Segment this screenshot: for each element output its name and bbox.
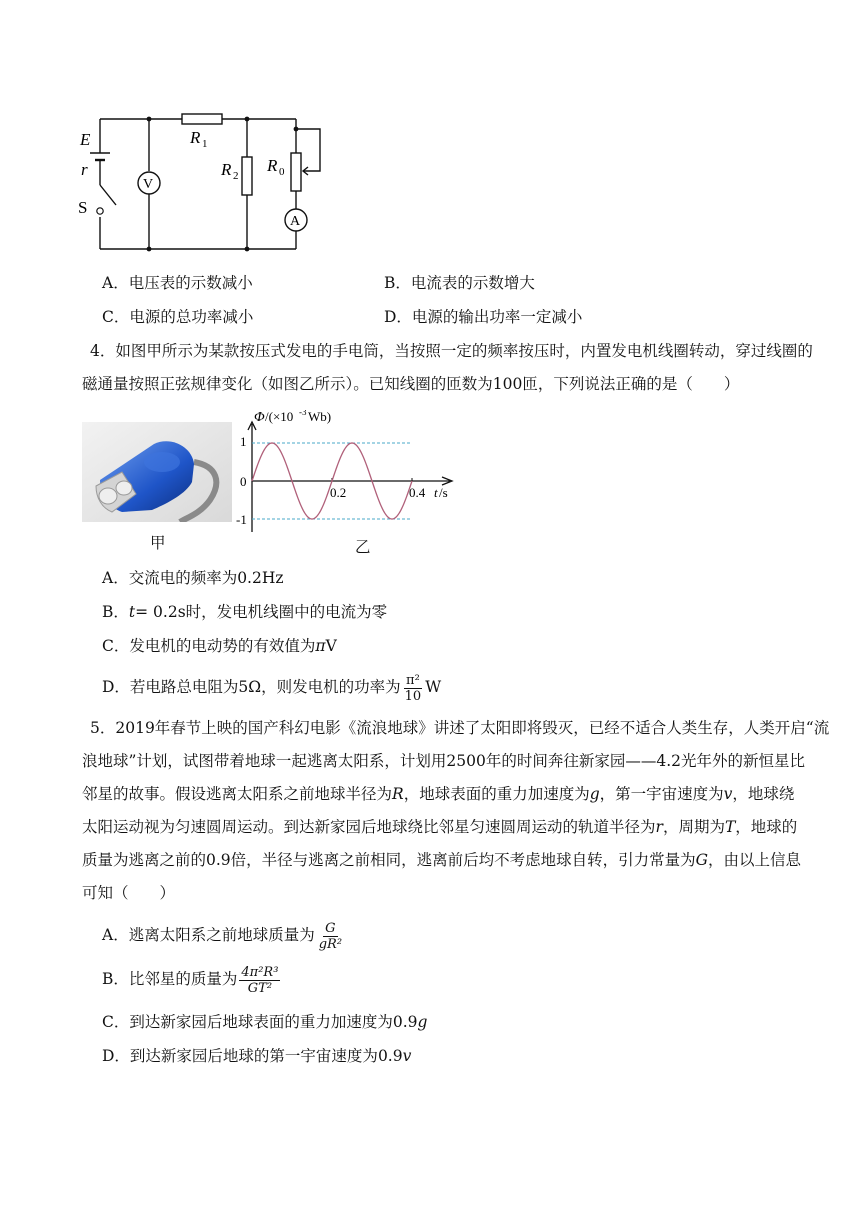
q5-option-b[interactable] bbox=[102, 962, 282, 996]
var-r: r bbox=[655, 818, 663, 836]
y-axis-unit: /(×10 bbox=[265, 410, 294, 424]
var-g: g bbox=[589, 785, 600, 803]
q5-option-b-fraction bbox=[239, 965, 280, 996]
q4-option-d[interactable] bbox=[102, 670, 441, 704]
q4-option-d-fraction bbox=[403, 673, 424, 704]
q5-line4-text-a: 太阳运动视为匀速圆周运动。到达新家园后地球绕比邻星匀速圆周运动的轨道半径为 bbox=[82, 818, 656, 836]
q3-option-c[interactable]: C．电源的总功率减小 bbox=[102, 308, 254, 326]
q4-option-d-unit: W bbox=[425, 678, 442, 696]
q5-line3 bbox=[82, 778, 794, 811]
figure-yi-label: 乙 bbox=[355, 538, 371, 556]
q5-option-d[interactable] bbox=[102, 1046, 411, 1066]
q5-line4-text-c: ，地球的 bbox=[735, 818, 798, 836]
var-G: G bbox=[695, 851, 709, 869]
y-axis-symbol: Φ bbox=[254, 410, 265, 425]
x-axis-unit: /s bbox=[439, 485, 448, 500]
voltmeter-label: V bbox=[143, 177, 154, 192]
q5-line3-text-a: 邻星的故事。假设逃离太阳系之前地球半径为 bbox=[82, 785, 393, 803]
y-axis-exponent: -3 bbox=[299, 410, 307, 417]
x-tick-0-4: 0.4 bbox=[409, 485, 426, 500]
label-R0: R bbox=[267, 156, 278, 175]
q5-option-d-text: D．到达新家园后地球的第一宇宙速度为 bbox=[102, 1047, 378, 1065]
q5-line5-text-b: ，由以上信息 bbox=[708, 851, 802, 869]
fraction-numerator: π² bbox=[406, 672, 420, 688]
q4-option-c-unit: V bbox=[325, 637, 337, 655]
label-R2: R bbox=[221, 160, 232, 179]
q3-option-b[interactable]: B．电流表的示数增大 bbox=[384, 274, 535, 292]
q5-option-d-value: 0.9 bbox=[377, 1047, 403, 1065]
q5-line4 bbox=[82, 811, 797, 844]
var-R: R bbox=[392, 785, 404, 803]
fraction-numerator: G bbox=[325, 920, 336, 936]
q4-stem-line1: 4．如图甲所示为某款按压式发电的手电筒，当按照一定的频率按压时，内置发电机线圈转动，穿过线圈的 bbox=[90, 342, 813, 360]
flux-sine-chart bbox=[228, 410, 478, 535]
var-T: T bbox=[724, 818, 736, 836]
y-tick-0: 0 bbox=[240, 474, 247, 489]
var-v: v bbox=[723, 785, 733, 803]
y-axis-unit-2: Wb) bbox=[308, 410, 332, 424]
q3-option-d[interactable]: D．电源的输出功率一定减小 bbox=[384, 308, 583, 326]
label-S: S bbox=[78, 198, 88, 217]
label-R2-sub: 2 bbox=[233, 170, 239, 182]
figure-jia-label: 甲 bbox=[150, 534, 166, 552]
q5-option-b-text: B．比邻星的质量为 bbox=[102, 970, 238, 988]
q4-option-b-prefix: B． bbox=[102, 603, 129, 621]
fraction-denominator: 10 bbox=[404, 688, 422, 704]
x-axis-label: t bbox=[434, 485, 438, 500]
q5-line2: 浪地球”计划，试图带着地球一起逃离太阳系，计划用2500年的时间奔往新家园——4.2光年外的新恒星比 bbox=[82, 752, 806, 770]
y-tick-1: 1 bbox=[240, 434, 247, 449]
q5-line5 bbox=[82, 844, 801, 877]
q3-option-a[interactable]: A．电压表的示数减小 bbox=[102, 274, 253, 292]
y-tick-neg1: -1 bbox=[236, 512, 247, 527]
q5-line6: 可知（ ） bbox=[82, 884, 176, 902]
label-E: E bbox=[80, 130, 91, 149]
q5-option-c-var: g bbox=[417, 1013, 428, 1031]
q5-line3-text-b: ，地球表面的重力加速度为 bbox=[403, 785, 590, 803]
fraction-numerator: 4π²R³ bbox=[241, 964, 279, 980]
q4-option-d-text: D．若电路总电阻为5Ω，则发电机的功率为 bbox=[102, 678, 401, 696]
q4-option-a[interactable]: A．交流电的频率为0.2Hz bbox=[102, 569, 284, 587]
q5-line3-text-c: ，第一宇宙速度为 bbox=[599, 785, 724, 803]
q5-option-a[interactable] bbox=[102, 918, 346, 952]
q5-option-d-var: v bbox=[402, 1047, 412, 1065]
q5-option-a-text: A．逃离太阳系之前地球质量为 bbox=[102, 926, 315, 944]
q4-option-b-text: = 0.2s时，发电机线圈中的电流为零 bbox=[135, 603, 388, 621]
circuit-diagram bbox=[70, 105, 340, 260]
q4-stem-line2: 磁通量按照正弦规律变化（如图乙所示）。已知线圈的匝数为100匝，下列说法正确的是（ ） bbox=[82, 375, 740, 393]
q5-line5-text-a: 质量为逃离之前的0.9倍，半径与逃离之前相同，逃离前后均不考虑地球自转，引力常量为 bbox=[82, 851, 696, 869]
q4-option-c-text: C．发电机的电动势的有效值为 bbox=[102, 637, 316, 655]
q5-option-c[interactable] bbox=[102, 1012, 427, 1032]
ammeter-label: A bbox=[290, 214, 301, 229]
q5-line1: 5．2019年春节上映的国产科幻电影《流浪地球》讲述了太阳即将毁灭，已经不适合人类生存，人类开启“流 bbox=[90, 719, 830, 737]
label-r: r bbox=[81, 160, 88, 179]
q5-option-c-value: 0.9 bbox=[392, 1013, 418, 1031]
q5-option-c-text: C．到达新家园后地球表面的重力加速度为 bbox=[102, 1013, 393, 1031]
flashlight-photo bbox=[82, 422, 232, 522]
q4-option-b[interactable] bbox=[102, 602, 387, 622]
q4-option-c-pi: π bbox=[315, 637, 326, 655]
label-R1-sub: 1 bbox=[202, 138, 208, 150]
q5-line3-text-d: ，地球绕 bbox=[732, 785, 795, 803]
fraction-denominator: GT² bbox=[247, 980, 273, 996]
x-tick-0-2: 0.2 bbox=[330, 485, 347, 500]
fraction-denominator: gR² bbox=[318, 936, 343, 952]
q5-option-a-fraction bbox=[317, 921, 344, 952]
label-R1: R bbox=[190, 128, 201, 147]
q4-option-c[interactable] bbox=[102, 636, 337, 656]
q5-line4-text-b: ，周期为 bbox=[662, 818, 725, 836]
q4-option-b-var: t bbox=[128, 603, 136, 621]
label-R0-sub: 0 bbox=[279, 166, 285, 178]
